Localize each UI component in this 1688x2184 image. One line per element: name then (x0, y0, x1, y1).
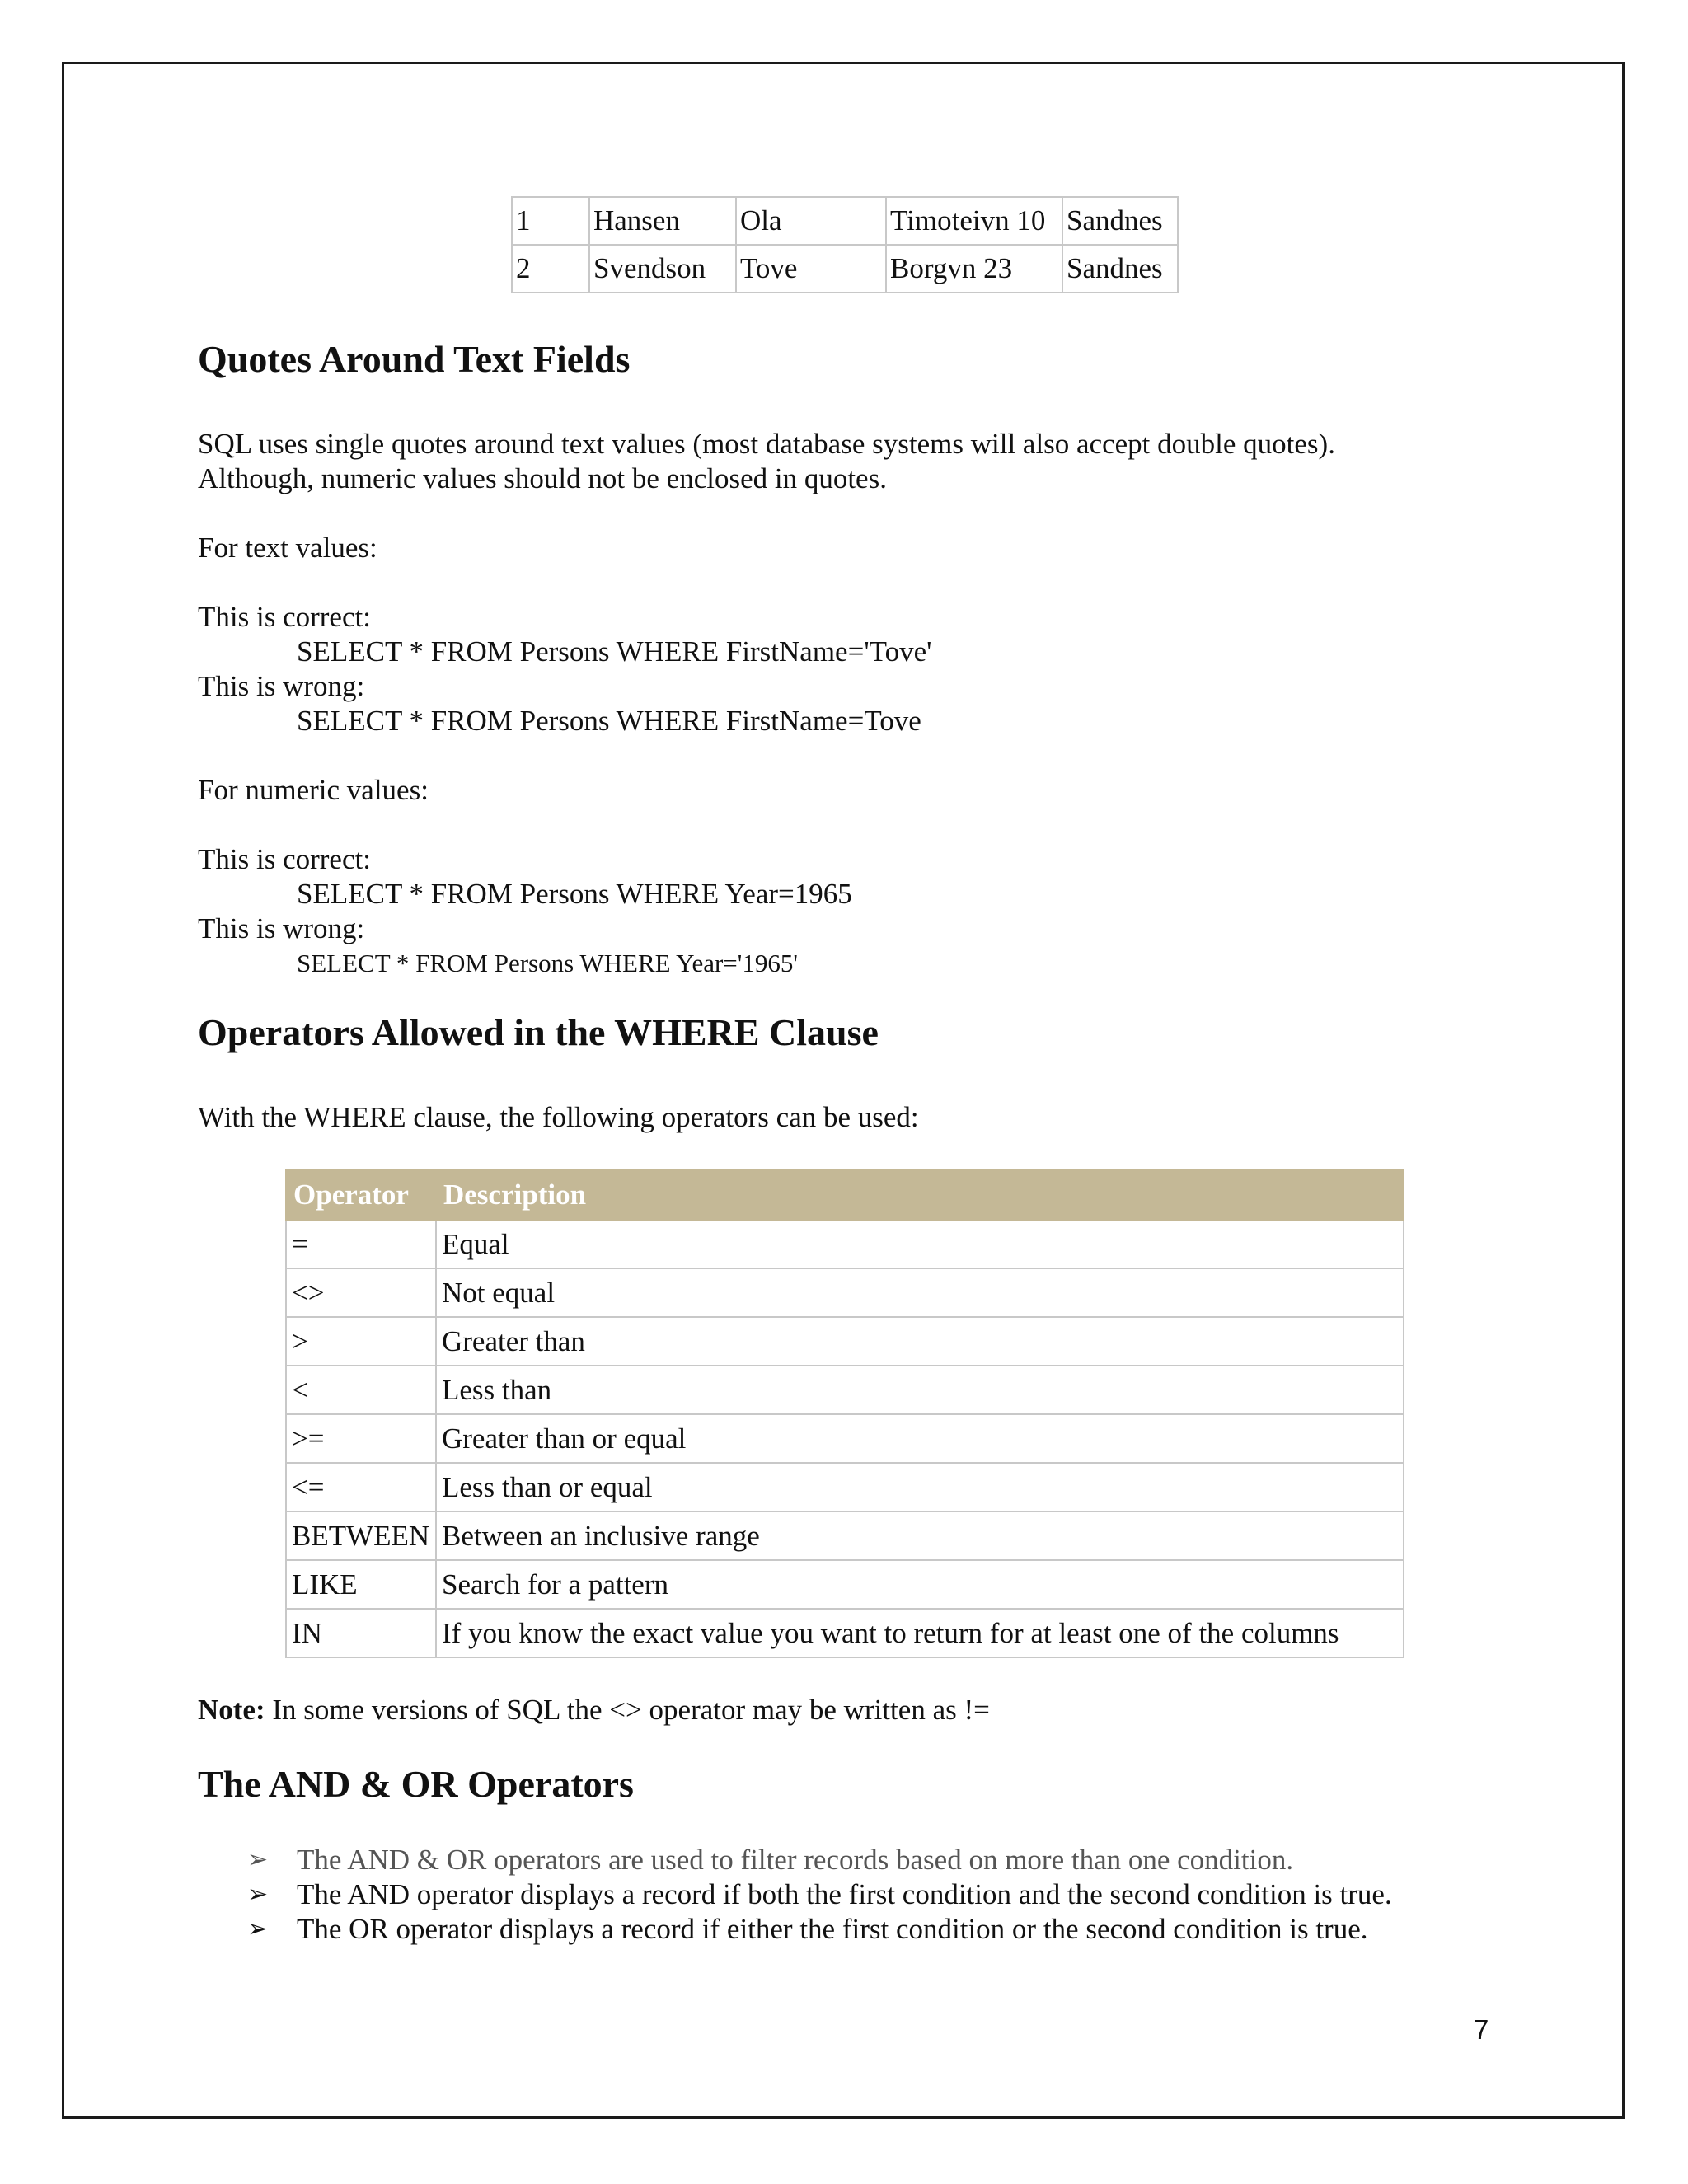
description-cell: Greater than or equal (436, 1414, 1404, 1463)
correct-label: This is correct: (198, 843, 371, 875)
operator-cell: = (286, 1220, 436, 1268)
arrow-bullet-icon: ➢ (247, 1915, 269, 1943)
page-number: 7 (1474, 2014, 1489, 2045)
description-cell: Between an inclusive range (436, 1511, 1404, 1560)
wrong-label: This is wrong: (198, 912, 365, 944)
table-row (286, 1560, 1404, 1609)
and-or-heading: The AND & OR Operators (198, 1763, 634, 1805)
operator-cell: > (286, 1317, 436, 1366)
operators-heading: Operators Allowed in the WHERE Clause (198, 1011, 879, 1053)
description-cell: Less than or equal (436, 1463, 1404, 1511)
numeric-values-label: For numeric values: (198, 774, 429, 806)
table-row (286, 1220, 1404, 1268)
table-row (286, 1317, 1404, 1366)
table-row (286, 1511, 1404, 1560)
description-cell: Not equal (436, 1268, 1404, 1317)
note-label: Note: (198, 1694, 265, 1726)
table-cell: Hansen (589, 197, 736, 245)
table-row (286, 1366, 1404, 1414)
operators-intro: With the WHERE clause, the following operators can be used: (198, 1101, 919, 1133)
table-row (286, 1414, 1404, 1463)
wrong-label: This is wrong: (198, 670, 365, 702)
table-cell: Sandnes (1062, 197, 1178, 245)
description-cell: If you know the exact value you want to return for at least one of the columns (436, 1609, 1404, 1657)
arrow-bullet-icon: ➢ (247, 1880, 269, 1909)
description-cell: Search for a pattern (436, 1560, 1404, 1609)
operators-table (285, 1169, 1404, 1658)
table-row (286, 1609, 1404, 1657)
list-item-text: The AND & OR operators are used to filter records based on more than one condition. (297, 1844, 1294, 1876)
operator-cell: BETWEEN (286, 1511, 436, 1560)
table-cell: Sandnes (1062, 245, 1178, 293)
table-cell: Borgvn 23 (886, 245, 1062, 293)
table-cell: Svendson (589, 245, 736, 293)
quotes-intro-line: SQL uses single quotes around text values (most database systems will also accept double quotes). (198, 428, 1335, 460)
table-cell: Tove (736, 245, 886, 293)
column-header-operator: Operator (286, 1170, 436, 1220)
table-cell: Timoteivn 10 (886, 197, 1062, 245)
operator-cell: LIKE (286, 1560, 436, 1609)
operator-cell: >= (286, 1414, 436, 1463)
note-paragraph (198, 1693, 990, 1727)
and-or-list (198, 1843, 1599, 1947)
operator-cell: < (286, 1366, 436, 1414)
list-item (198, 1843, 1599, 1877)
text-values-label: For text values: (198, 532, 377, 564)
table-row (512, 197, 1178, 245)
list-item (198, 1912, 1599, 1947)
note-text: In some versions of SQL the <> operator may be written as != (265, 1694, 990, 1726)
code-line: SELECT * FROM Persons WHERE FirstName=Tove (297, 705, 921, 737)
table-cell: 1 (512, 197, 589, 245)
operator-cell: <> (286, 1268, 436, 1317)
column-header-description: Description (436, 1170, 1404, 1220)
code-line: SELECT * FROM Persons WHERE FirstName='Tove' (297, 635, 932, 668)
table-row (286, 1463, 1404, 1511)
code-line: SELECT * FROM Persons WHERE Year=1965 (297, 878, 852, 910)
operator-cell: IN (286, 1609, 436, 1657)
table-row (512, 245, 1178, 293)
quotes-body (198, 427, 1517, 981)
table-cell: Ola (736, 197, 886, 245)
list-item (198, 1877, 1599, 1912)
code-line: SELECT * FROM Persons WHERE Year='1965' (297, 949, 798, 977)
description-cell: Greater than (436, 1317, 1404, 1366)
list-item-text: The OR operator displays a record if either the first condition or the second condition is true. (297, 1913, 1368, 1945)
list-item-text: The AND operator displays a record if both the first condition and the second condition is true. (297, 1878, 1392, 1910)
arrow-bullet-icon: ➢ (247, 1845, 269, 1874)
correct-label: This is correct: (198, 601, 371, 633)
description-cell: Less than (436, 1366, 1404, 1414)
persons-table (511, 196, 1179, 293)
table-row (286, 1268, 1404, 1317)
quotes-heading: Quotes Around Text Fields (198, 338, 631, 380)
description-cell: Equal (436, 1220, 1404, 1268)
operator-cell: <= (286, 1463, 436, 1511)
table-cell: 2 (512, 245, 589, 293)
table-header-row (286, 1170, 1404, 1220)
quotes-intro-line: Although, numeric values should not be enclosed in quotes. (198, 462, 887, 494)
